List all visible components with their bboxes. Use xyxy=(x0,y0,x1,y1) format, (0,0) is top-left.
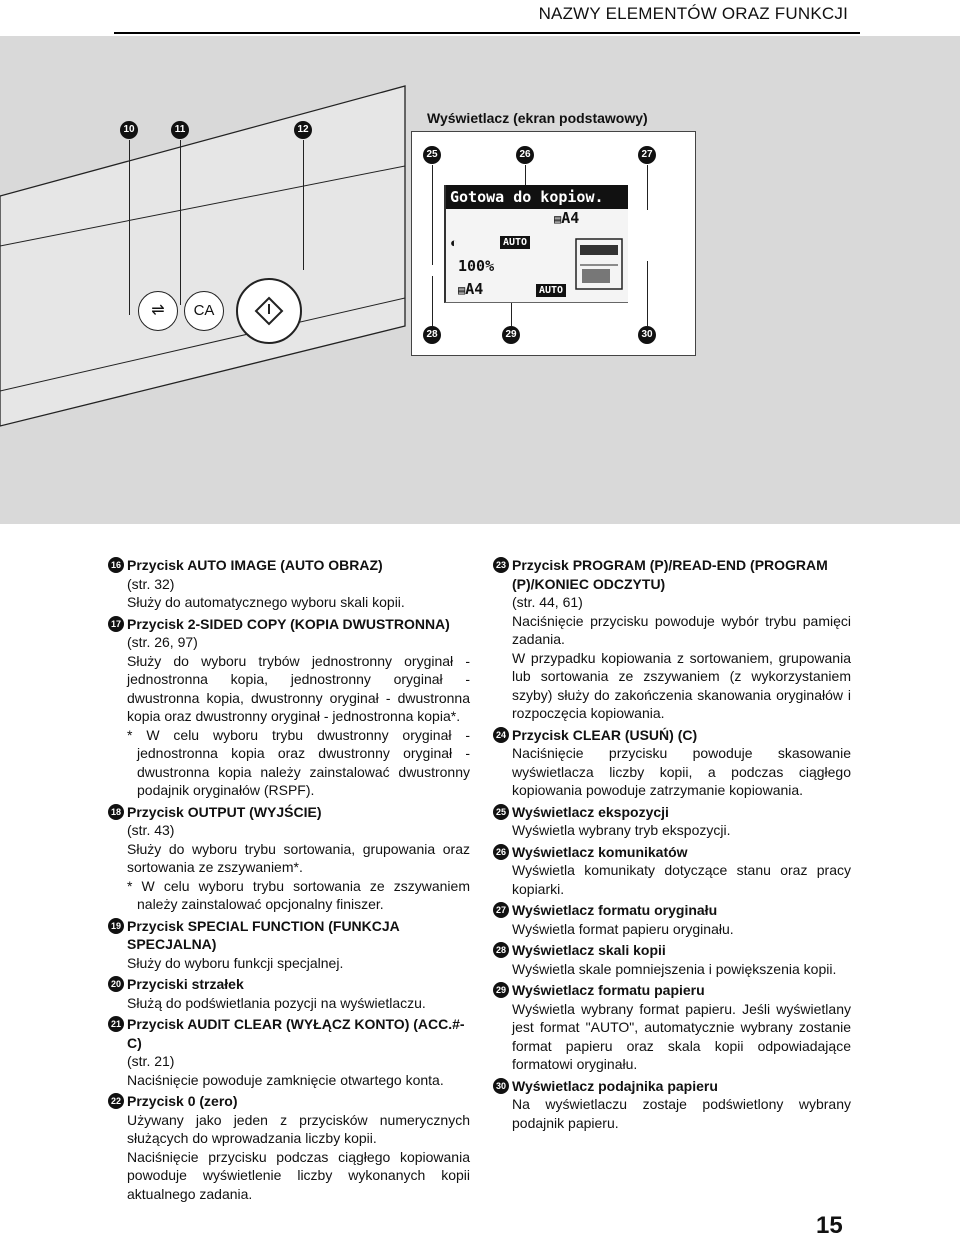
callout-30: 30 xyxy=(638,326,656,344)
lcd-ratio: 100% xyxy=(458,257,495,275)
page-header xyxy=(0,0,960,36)
item-body: Naciśnięcie powoduje zamknięcie otwartego konta. xyxy=(127,1071,444,1088)
item-30 xyxy=(493,1077,851,1133)
callout-12: 12 xyxy=(294,121,312,139)
callout-27-leader xyxy=(647,165,648,210)
item-title: Wyświetlacz podajnika papieru xyxy=(512,1077,718,1094)
item-number: 18 xyxy=(108,804,124,820)
item-title: Wyświetlacz skali kopii xyxy=(512,942,666,958)
document-icon: ▤ xyxy=(554,212,562,226)
callout-26-leader xyxy=(525,165,526,185)
lcd-exposure-row xyxy=(450,235,458,250)
item-body: W przypadku kopiowania z sortowaniem, grupowania lub sortowania ze zszywaniem (z wykorzystaniem szyby) służy do zakończenia skanowania oryginałów i rozpoczęcia kopiowania. xyxy=(512,649,851,721)
item-16 xyxy=(108,556,470,612)
right-column xyxy=(493,556,851,1135)
callout-10: 10 xyxy=(120,121,138,139)
item-body: Naciśnięcie przycisku powoduje wybór trybu pamięci zadania. xyxy=(512,612,851,647)
callout-10-leader xyxy=(129,140,130,315)
item-title: Przycisk PROGRAM (P)/READ-END (PROGRAM (P)/KONIEC ODCZYTU) xyxy=(512,557,828,592)
item-28 xyxy=(493,941,851,978)
item-number: 23 xyxy=(493,557,509,573)
item-note: * W celu wyboru trybu sortowania ze zszywaniem należy zainstalować opcjonalny finiszer. xyxy=(127,877,470,912)
item-20 xyxy=(108,975,470,1012)
item-number: 19 xyxy=(108,918,124,934)
item-number: 17 xyxy=(108,616,124,632)
item-number: 25 xyxy=(493,804,509,820)
item-body: Wyświetla wybrany format papieru. Jeśli wyświetlany jest format "AUTO", automatycznie wybrany zostanie format papieru oraz skala kopii odpowiadające formatowi oryginału. xyxy=(512,1000,851,1072)
item-body: Naciśnięcie przycisku podczas ciągłego kopiowania powoduje wyświetlenie liczby wykonanych kopii aktualnego zadania. xyxy=(127,1148,470,1202)
callout-25-leader xyxy=(432,165,433,265)
header-title: NAZWY ELEMENTÓW ORAZ FUNKCJI xyxy=(538,4,848,23)
item-title: Wyświetlacz ekspozycji xyxy=(512,803,669,820)
interrupt-button[interactable] xyxy=(138,291,178,331)
control-panel-illustration xyxy=(0,36,420,436)
clear-all-button[interactable] xyxy=(184,291,224,331)
item-body: Używany jako jeden z przycisków numerycznych służących do wprowadzania liczby kopii. xyxy=(127,1111,470,1146)
item-number: 26 xyxy=(493,844,509,860)
exposure-icon: ◐ xyxy=(450,235,458,250)
item-17 xyxy=(108,615,470,800)
item-21 xyxy=(108,1015,470,1089)
item-body: Naciśnięcie przycisku powoduje skasowanie wyświetlacza liczby kopii, a podczas ciągłego kopiowania powoduje zatrzymanie kopiowania. xyxy=(512,745,851,798)
item-number: 21 xyxy=(108,1016,124,1032)
item-ref: (str. 44, 61) xyxy=(512,594,583,610)
item-ref: (str. 26, 97) xyxy=(127,634,198,650)
item-23 xyxy=(493,556,851,723)
item-27 xyxy=(493,901,851,938)
interrupt-icon: ⇌ xyxy=(151,302,165,319)
callout-28: 28 xyxy=(423,326,441,344)
item-body: Wyświetla wybrany tryb ekspozycji. xyxy=(512,822,731,838)
lcd-message: Gotowa do kopiow. xyxy=(446,185,628,209)
item-body: Służy do automatycznego wyboru skali kopii. xyxy=(127,594,405,610)
callout-11: 11 xyxy=(171,121,189,139)
item-title: Wyświetlacz formatu papieru xyxy=(512,982,705,998)
item-number: 29 xyxy=(493,982,509,998)
lcd-paper-size: ▤A4 xyxy=(458,280,484,298)
item-title: Przycisk AUTO IMAGE (AUTO OBRAZ) xyxy=(127,557,383,573)
item-title: Przycisk 2-SIDED COPY (KOPIA DWUSTRONNA) xyxy=(127,615,450,632)
item-number: 28 xyxy=(493,942,509,958)
page-number: 15 xyxy=(816,1212,843,1239)
item-body: Służy do wyboru trybów jednostronny oryginał - jednostronna kopia, jednostronny oryginał - dwustronna kopia, dwustronny oryginał - dwustronna kopia oraz dwustronny oryginał - jednostronna kopia*. xyxy=(127,652,470,724)
item-ref: (str. 21) xyxy=(127,1053,175,1069)
item-title: Przyciski strzałek xyxy=(127,976,244,992)
ca-label: CA xyxy=(193,302,215,319)
item-body: Wyświetla skale pomniejszenia i powiększenia kopii. xyxy=(512,960,837,977)
lcd-auto-paper: AUTO xyxy=(536,284,566,297)
item-ref: (str. 43) xyxy=(127,822,175,838)
callout-11-leader xyxy=(180,140,181,305)
callout-30-leader xyxy=(647,261,648,326)
item-18 xyxy=(108,803,470,914)
item-title: Wyświetlacz komunikatów xyxy=(512,843,688,860)
item-19 xyxy=(108,917,470,973)
item-title: Przycisk AUDIT CLEAR (WYŁĄCZ KONTO) (ACC.#-C) xyxy=(127,1016,465,1051)
item-number: 16 xyxy=(108,557,124,573)
item-title: Przycisk OUTPUT (WYJŚCIE) xyxy=(127,803,322,820)
item-24 xyxy=(493,726,851,800)
callout-12-leader xyxy=(303,140,304,270)
item-number: 27 xyxy=(493,902,509,918)
item-25 xyxy=(493,803,851,840)
item-title: Przycisk SPECIAL FUNCTION (FUNKCJA SPECJALNA) xyxy=(127,917,400,952)
item-body: Służy do wyboru trybu sortowania, grupowania oraz sortowania ze zszywaniem*. xyxy=(127,840,470,875)
item-number: 24 xyxy=(493,727,509,743)
item-title: Wyświetlacz formatu oryginału xyxy=(512,902,718,918)
header-rule xyxy=(114,32,860,34)
item-body: Służą do podświetlania pozycji na wyświetlaczu. xyxy=(127,994,426,1011)
callout-28-leader xyxy=(432,276,433,326)
item-29 xyxy=(493,981,851,1074)
item-22 xyxy=(108,1092,470,1203)
callout-26: 26 xyxy=(516,146,534,164)
display-caption: Wyświetlacz (ekran podstawowy) xyxy=(427,110,648,126)
item-body: Służy do wyboru funkcji specjalnej. xyxy=(127,954,344,971)
item-number: 22 xyxy=(108,1093,124,1109)
item-body: Wyświetla format papieru oryginału. xyxy=(512,920,734,937)
lcd-original-size: ▤A4 xyxy=(554,209,580,227)
callout-27: 27 xyxy=(638,146,656,164)
callout-25: 25 xyxy=(423,146,441,164)
item-title: Przycisk 0 (zero) xyxy=(127,1093,238,1109)
start-icon xyxy=(238,280,300,342)
illustration-panel xyxy=(0,36,960,524)
item-number: 30 xyxy=(493,1078,509,1094)
item-ref: (str. 32) xyxy=(127,575,175,592)
item-26 xyxy=(493,843,851,899)
copier-tray-icon xyxy=(574,233,626,293)
item-title: Przycisk CLEAR (USUŃ) (C) xyxy=(512,726,698,743)
item-note: * W celu wyboru trybu dwustronny oryginał - jednostronna kopia oraz dwustronny oryginał - dwustronna kopia należy zainstalować dwustronny podajnik oryginałów (RSPF). xyxy=(127,726,470,798)
item-number: 20 xyxy=(108,976,124,992)
lcd-auto-exposure: AUTO xyxy=(500,236,530,249)
start-button[interactable] xyxy=(236,278,302,344)
tray-icon: ▤ xyxy=(458,283,466,297)
item-body: Na wyświetlaczu zostaje podświetlony wybrany podajnik papieru. xyxy=(512,1096,851,1131)
item-body: Wyświetla komunikaty dotyczące stanu oraz pracy kopiarki. xyxy=(512,862,851,897)
left-column xyxy=(108,556,470,1206)
lcd-screen xyxy=(444,185,628,303)
callout-29: 29 xyxy=(502,326,520,344)
